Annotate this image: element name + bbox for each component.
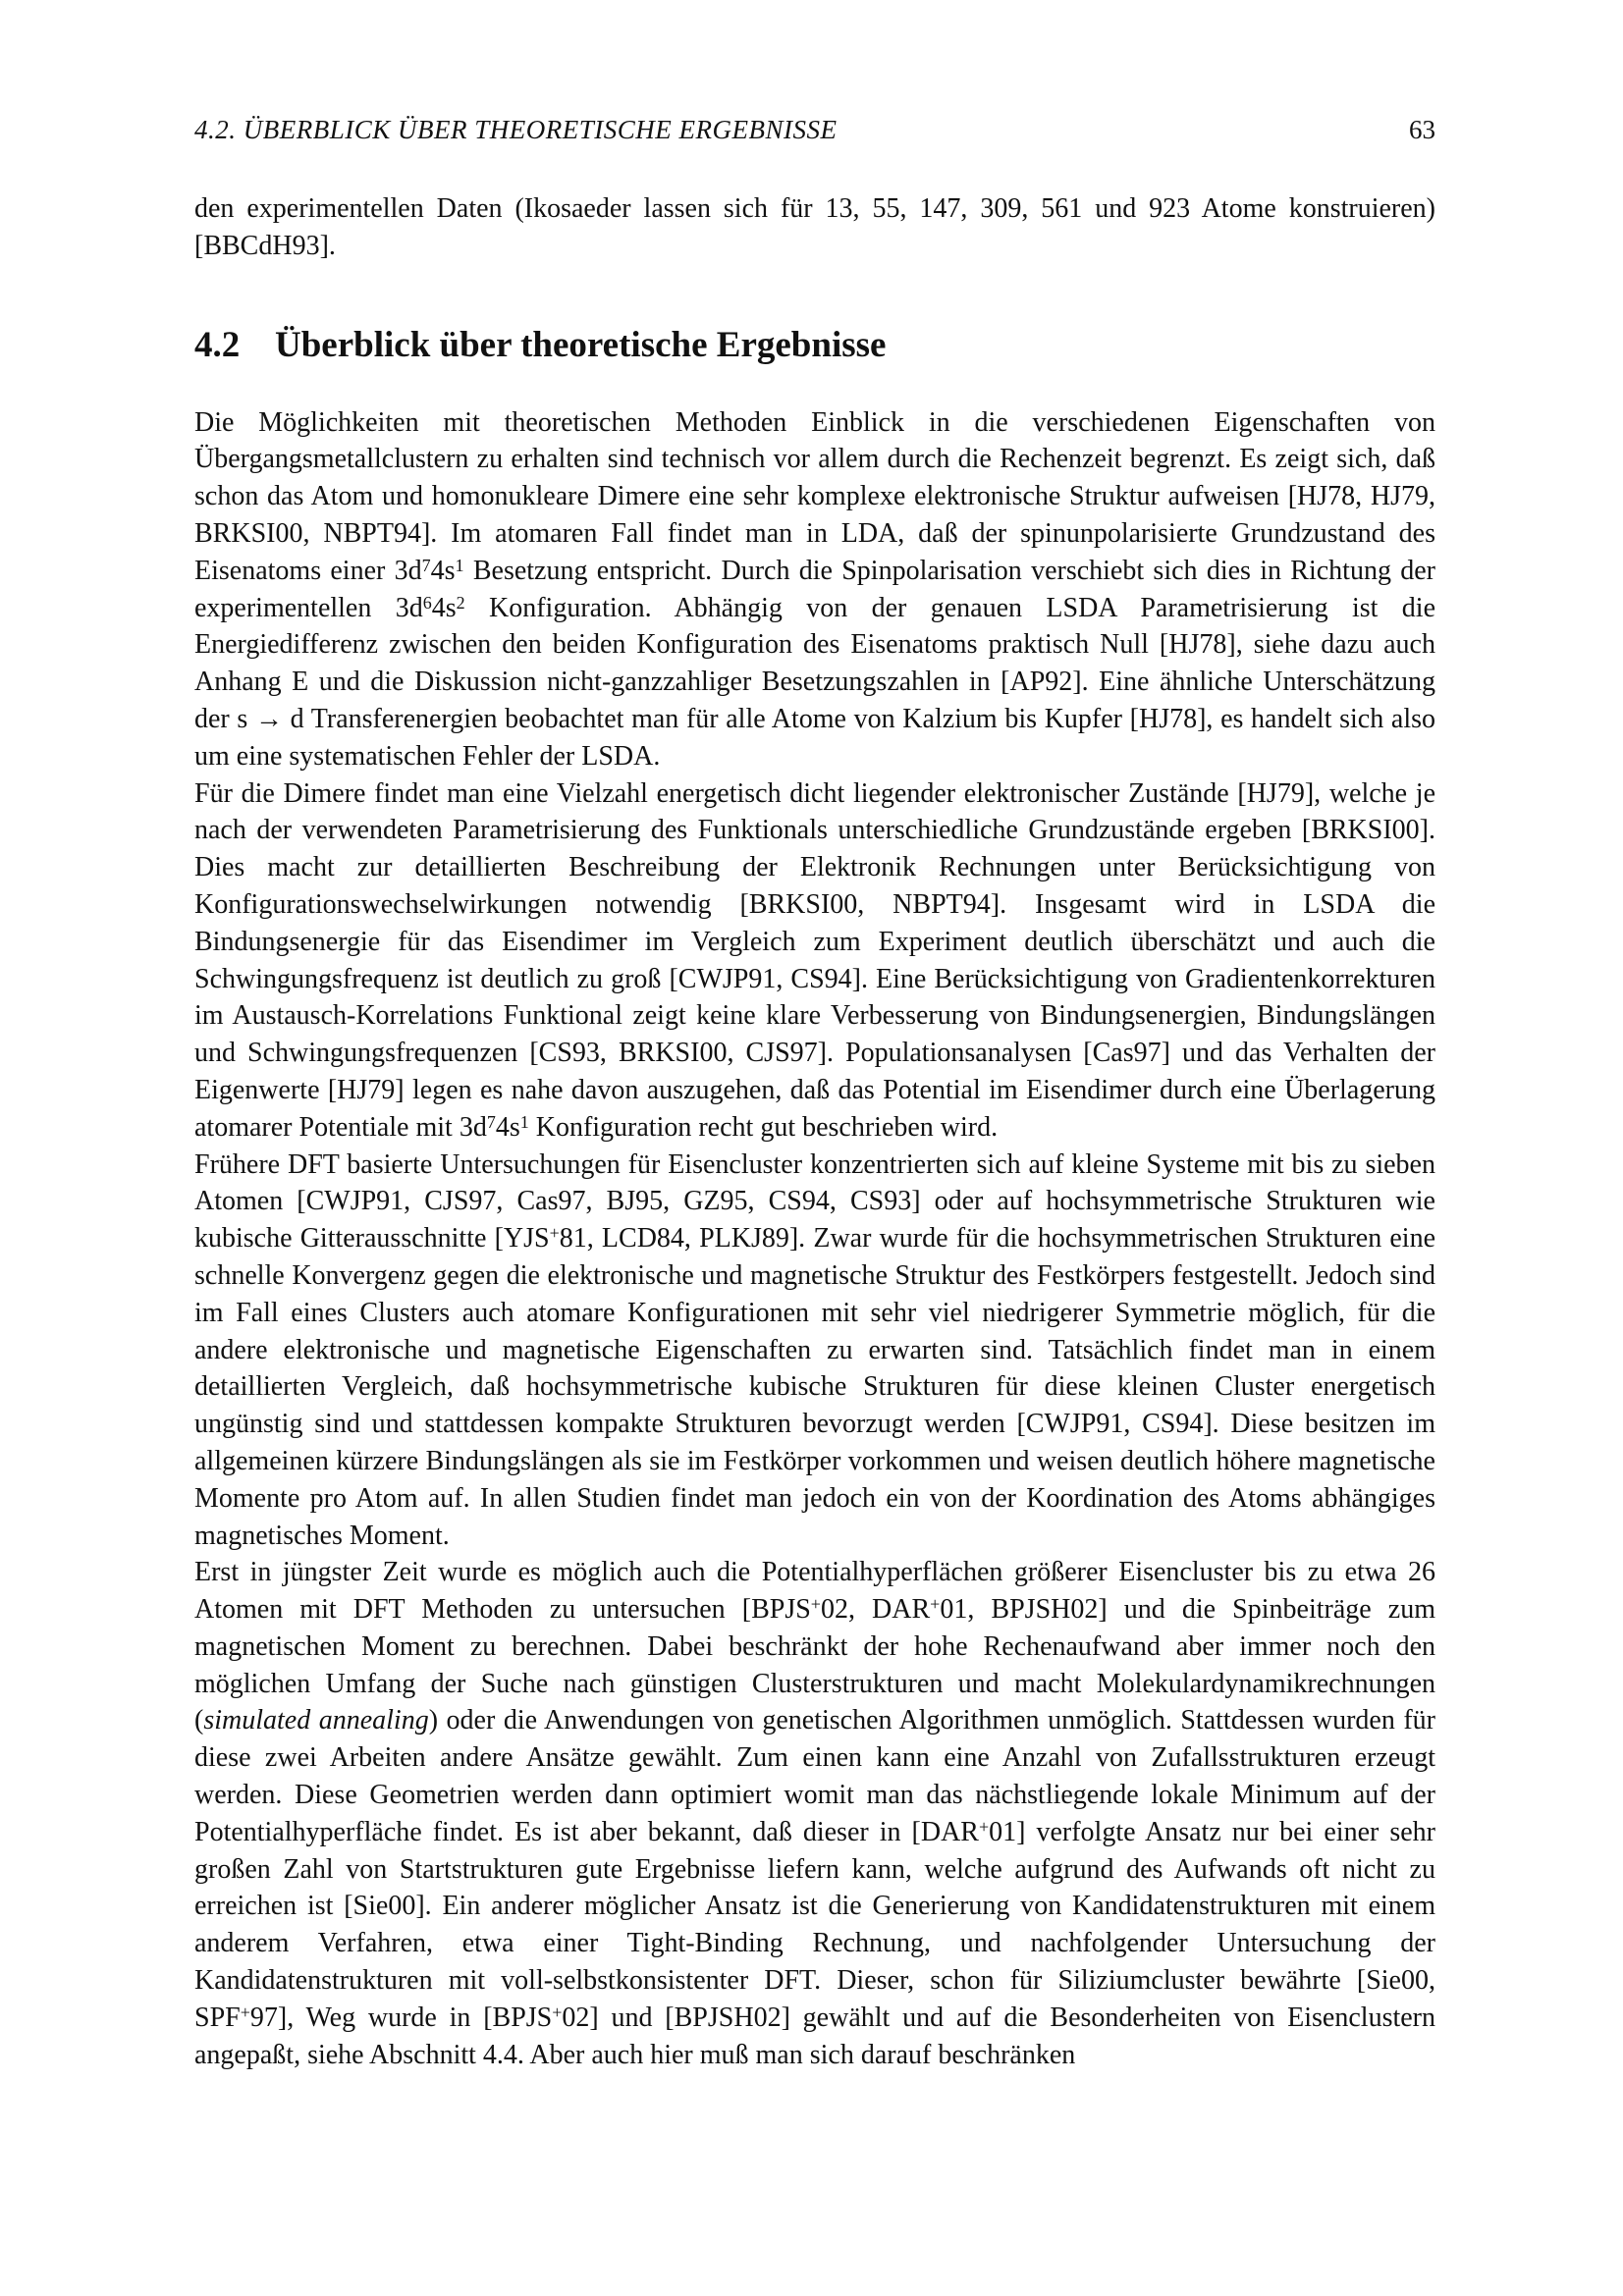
- section-number: 4.2: [194, 324, 241, 365]
- running-header-title: 4.2. ÜBERBLICK ÜBER THEORETISCHE ERGEBNISSE: [194, 115, 838, 144]
- section-heading: [194, 322, 1435, 369]
- paragraph-early-dft: Frühere DFT basierte Untersuchungen für Eisencluster konzentrierten sich auf kleine Systeme mit bis zu sieben Atomen [CWJP91, CJS97, Cas97, BJ95, GZ95, CS94, CS93] oder auf hochsymmetrische Strukturen wie kubische Gitterausschnitte [YJS+81, LCD84, PLKJ89]. Zwar wurde für die hochsymmetrischen Strukturen eine schnelle Konvergenz gegen die elektronische und magnetische Struktur des Festkörpers festgestellt. Jedoch sind im Fall eines Clusters auch atomare Konfigurationen mit sehr viel niedrigerer Symmetrie möglich, für die andere elektronische und magnetische Eigenschaften zu erwarten sind. Tatsächlich findet man in einem detaillierten Vergleich, daß hochsymmetrische kubische Strukturen für diese kleinen Cluster energetisch ungünstig sind und stattdessen kompakte Strukturen bevorzugt werden [CWJP91, CS94]. Diese besitzen im allgemeinen kürzere Bindungslängen als sie im Festkörper vorkommen und weisen deutlich höhere magnetische Momente pro Atom auf. In allen Studien findet man jedoch ein von der Koordination des Atoms abhängiges magnetisches Moment.: [194, 1148, 1435, 1551]
- section-title: Überblick über theoretische Ergebnisse: [275, 324, 887, 365]
- paragraph-recent-work: Erst in jüngster Zeit wurde es möglich auch die Potentialhyperflächen größerer Eisencluster bis zu etwa 26 Atomen mit DFT Methoden zu untersuchen [BPJS+02, DAR+01, BPJSH02] und die Spinbeiträge zum magnetischen Moment zu berechnen. Dabei beschränkt der hohe Rechenaufwand aber immer noch den möglichen Umfang der Suche nach günstigen Clusterstrukturen und macht Molekulardynamikrechnungen (simulated annealing) oder die Anwendungen von genetischen Algorithmen unmöglich. Stattdessen wurden für diese zwei Arbeiten andere Ansätze gewählt. Zum einen kann eine Anzahl von Zufallsstrukturen erzeugt werden. Diese Geometrien werden dann optimiert womit man das nächstliegende lokale Minimum auf der Potentialhyperfläche findet. Es ist aber bekannt, daß dieser in [DAR+01] verfolgte Ansatz nur bei einer sehr großen Zahl von Startstrukturen gute Ergebnisse liefern kann, welche aufgrund des Aufwands oft nicht zu erreichen ist [Sie00]. Ein anderer möglicher Ansatz ist die Generierung von Kandidatenstrukturen mit einem anderem Verfahren, etwa einer Tight-Binding Rechnung, und nachfolgender Untersuchung der Kandidatenstrukturen mit voll-selbstkonsistenter DFT. Dieser, schon für Siliziumcluster bewährte [Sie00, SPF+97], Weg wurde in [BPJS+02] und [BPJSH02] gewählt und auf die Besonderheiten von Eisenclustern angepaßt, siehe Abschnitt 4.4. Aber auch hier muß man sich darauf beschränken: [194, 1557, 1435, 2070]
- paragraph-dimer: Für die Dimere findet man eine Vielzahl energetisch dicht liegender elektronischer Zustände [HJ79], welche je nach der verwendeten Parametrisierung des Funktionals unterschiedliche Grundzustände ergeben [BRKSI00]. Dies macht zur detaillierten Beschreibung der Elektronik Rechnungen unter Berücksichtigung von Konfigurationswechselwirkungen notwendig [BRKSI00, NBPT94]. Insgesamt wird in LSDA die Bindungsenergie für das Eisendimer im Vergleich zum Experiment deutlich überschätzt und auch die Schwingungsfrequenz ist deutlich zu groß [CWJP91, CS94]. Eine Berücksichtigung von Gradientenkorrekturen im Austausch-Korrelations Funktional zeigt keine klare Verbesserung von Bindungsenergien, Bindungslängen und Schwingungsfrequenzen [CS93, BRKSI00, CJS97]. Populationsanalysen [Cas97] und das Verhalten der Eigenwerte [HJ79] legen es nahe davon auszugehen, daß das Potential im Eisendimer durch eine Überlagerung atomarer Potentiale mit $3d^74s^1$ Konfiguration recht gut beschrieben wird.: [194, 777, 1435, 1143]
- running-header: [194, 110, 1435, 149]
- configuration-formula: $3d^74s^1$: [394, 555, 464, 586]
- page-number: 63: [1409, 115, 1435, 144]
- paragraph-atom: Die Möglichkeiten mit theoretischen Methoden Einblick in die verschiedenen Eigenschaften von Übergangsmetallclustern zu erhalten sind technisch vor allem durch die Rechenzeit begrenzt. Es zeigt sich, daß schon das Atom und homonukleare Dimere eine sehr komplexe elektronische Struktur aufweisen [HJ78, HJ79, BRKSI00, NBPT94]. Im atomaren Fall findet man in LDA, daß der spinunpolarisierte Grundzustand des Eisenatoms einer $3d^74s^1$ Besetzung entspricht. Durch die Spinpolarisation verschiebt sich dies in Richtung der experimentellen $3d^64s^2$ Konfiguration. Abhängig von der genauen LSDA Parametrisierung ist die Energiedifferenz zwischen den beiden Konfiguration des Eisenatoms praktisch Null [HJ78], siehe dazu auch Anhang E und die Diskussion nicht-ganzzahliger Besetzungszahlen in [AP92]. Eine ähnliche Unterschätzung der s → d Transferenergien beobachtet man für alle Atome von Kalzium bis Kupfer [HJ78], es handelt sich also um eine systematischen Fehler der LSDA.: [194, 406, 1436, 772]
- intro-paragraph: den experimentellen Daten (Ikosaeder lassen sich für 13, 55, 147, 309, 561 und 923 Atome konstruieren) [BBCdH93].: [194, 193, 1435, 261]
- configuration-formula: $3d^64s^2$: [395, 592, 465, 623]
- configuration-formula: $3d^74s^1$: [459, 1111, 529, 1143]
- body-text: [194, 190, 1435, 2073]
